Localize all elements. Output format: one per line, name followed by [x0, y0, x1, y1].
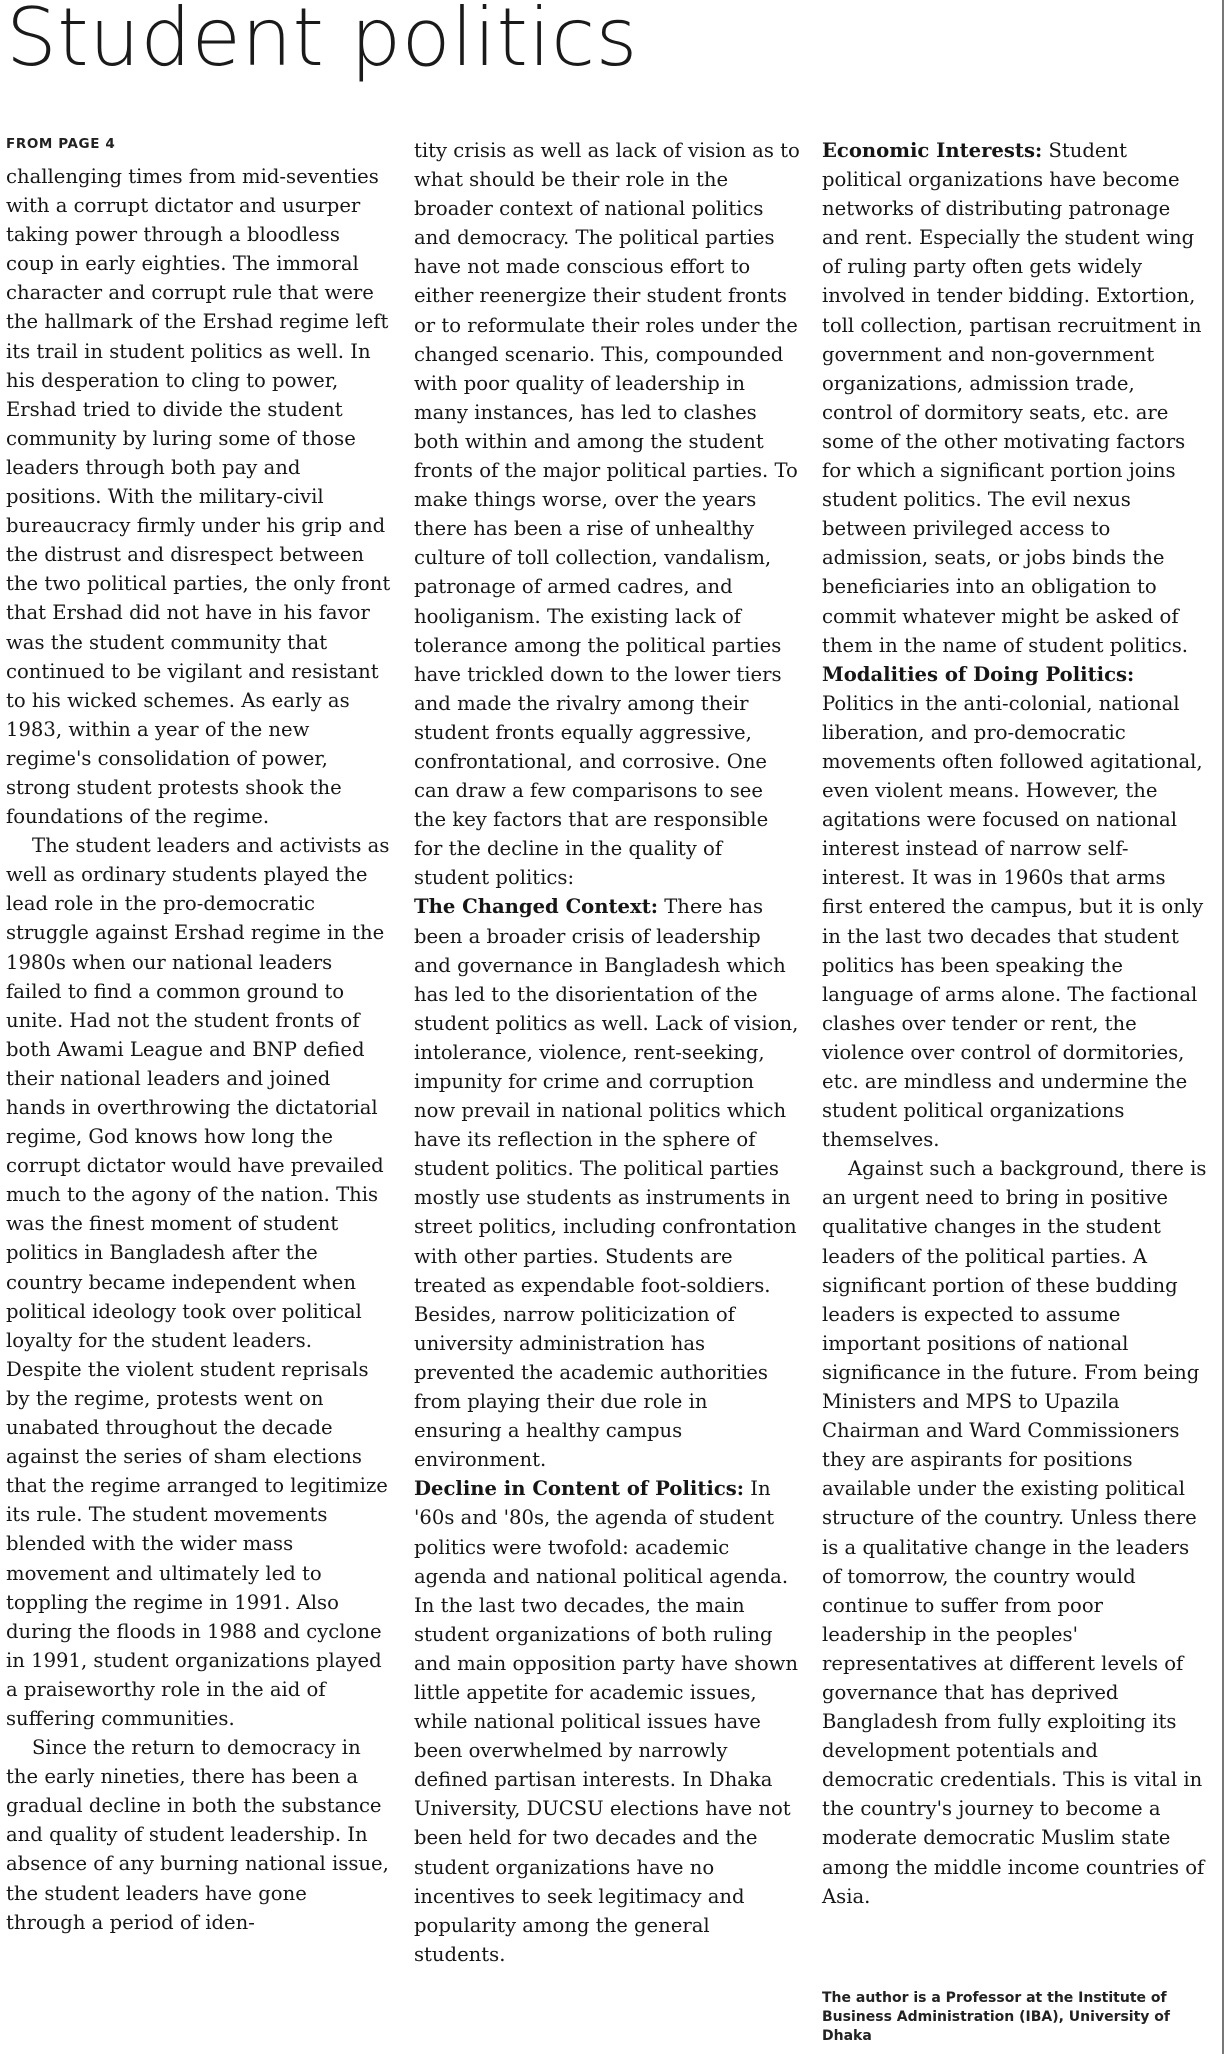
- continuation-kicker: FROM PAGE 4: [6, 136, 116, 152]
- col1-paragraph-1: challenging times from mid-seventies with a corrupt dictator and usurper taking power through a bloodless coup in early eighties. The immoral character and corrupt rule that were the hallmark of the Ershad regime left its trail in student politics as well. In his desperation to cling to power, Ershad tried to divide the student community by luring some of those leaders through both pay and positions. With the military-civil bureaucracy firmly under his grip and the distrust and disrespect between the two political parties, the only front that Ershad did not have in his favor was the student community that continued to be vigilant and resistant to his wicked schemes. As early as 1983, within a year of the new regime's consolidation of power, strong student protests shook the foundations of the regime.: [6, 165, 391, 829]
- col3-paragraph-3: Against such a background, there is an urgent need to bring in positive qualitative changes in the student leaders of the political parties. A significant portion of these budding leaders is expected to assume important positions of national significance in the future. From being Ministers and MPS to Upazila Chairman and Ward Commissioners they are aspirants for positions available under the existing political structure of the country. Unless there is a qualitative change in the leaders of tomorrow, the country would continue to suffer from poor leadership in the peoples' representatives at different levels of governance that has deprived Bangladesh from fully exploiting its development potentials and democratic credentials. This is vital in the country's journey to become a moderate democratic Muslim state among the middle income countries of Asia.: [822, 1157, 1207, 1908]
- column-1: [6, 162, 391, 1937]
- col3-paragraph-2: Politics in the anti-colonial, national liberation, and pro-democratic movements often followed agitational, even violent means. However, the agitations were focused on national interest instead of narrow self-interest. It was in 1960s that arms first entered the campus, but it is only in the last two decades that student politics has been speaking the language of arms alone. The factional clashes over tender or rent, the violence over control of dormitories, etc. are mindless and undermine the student political organizations themselves.: [822, 691, 1204, 1152]
- col1-paragraph-3: Since the return to democracy in the early nineties, there has been a gradual decline in both the substance and quality of student leadership. In absence of any burning national issue, the student leaders have gone through a period of iden-: [6, 1736, 389, 1934]
- col2-paragraph-1: tity crisis as well as lack of vision as to what should be their role in the broader context of national politics and democracy. The political parties have not made conscious effort to either reenergize their student fronts or to reformulate their roles under the changed scenario. This, compounded with poor quality of leadership in many instances, has led to clashes both within and among the student fronts of the major political parties. To make things worse, over the years there has been a rise of unhealthy culture of toll collection, vandalism, patronage of armed cadres, and hooliganism. The existing lack of tolerance among the political parties have trickled down to the lower tiers and made the rivalry among their student fronts equally aggressive, confrontational, and corrosive. One can draw a few comparisons to see the key factors that are responsible for the decline in the quality of student politics:: [414, 139, 800, 890]
- col2-section-changed-context: [414, 892, 800, 1474]
- col1-paragraph-2: The student leaders and activists as well as ordinary students played the lead role in the pro-democratic struggle against Ershad regime in the 1980s when our national leaders failed to find a common ground to unite. Had not the student fronts of both Awami League and BNP defied their national leaders and joined hands in overthrowing the dictatorial regime, God knows how long the corrupt dictator would have prevailed much to the agony of the nation. This was the finest moment of student politics in Bangladesh after the country became independent when political ideology took over political loyalty for the student leaders. Despite the violent student reprisals by the regime, protests went on unabated throughout the decade against the series of sham elections that the regime arranged to legitimize its rule. The student movements blended with the wider mass movement and ultimately led to toppling the regime in 1991. Also during the floods in 1988 and cyclone in 1991, student organizations played a praiseworthy role in the aid of suffering communities.: [6, 834, 390, 1730]
- subhead-changed-context: The Changed Context:: [414, 895, 658, 919]
- right-edge-rule: [1222, 0, 1224, 2054]
- col3-section-modalities: [822, 660, 1208, 1155]
- col2-paragraph-2: There has been a broader crisis of leadership and governance in Bangladesh which has led to the disorientation of the student politics as well. Lack of vision, intolerance, violence, rent-seeking, impunity for crime and corruption now prevail in national politics which have its reflection in the sphere of student politics. The political parties mostly use students as instruments in street politics, including confrontation with other parties. Students are treated as expendable foot-soldiers. Besides, narrow politicization of university administration has prevented the academic authorities from playing their due role in ensuring a healthy campus environment.: [414, 895, 799, 1472]
- column-2: [414, 136, 800, 1969]
- author-byline: The author is a Professor at the Institute of Business Administration (IBA), University of Dhaka: [822, 1990, 1171, 2045]
- col3-paragraph-1: Student political organizations have become networks of distributing patronage and rent. Especially the student wing of ruling party often gets widely involved in tender bidding. Extortion, toll collection, partisan recruitment in government and non-government organizations, admission trade, control of dormitory seats, etc. are some of the other motivating factors for which a significant portion joins student politics. The evil nexus between privileged access to admission, seats, or jobs binds the beneficiaries into an obligation to commit whatever might be asked of them in the name of student politics.: [822, 139, 1202, 657]
- col2-section-decline-content: [414, 1474, 800, 1969]
- subhead-modalities: Modalities of Doing Politics:: [822, 662, 1135, 686]
- column-3: [822, 136, 1208, 1911]
- subhead-decline-content: Decline in Content of Politics:: [414, 1477, 745, 1501]
- col3-section-economic-interests: [822, 136, 1208, 660]
- headline: Student politics: [6, 0, 638, 84]
- subhead-economic-interests: Economic Interests:: [822, 139, 1043, 162]
- col2-paragraph-3: In '60s and '80s, the agenda of student politics were twofold: academic agenda and national political agenda. In the last two decades, the main student organizations of both ruling and main opposition party have shown little appetite for academic issues, while national political issues have been overwhelmed by narrowly defined partisan interests. In Dhaka University, DUCSU elections have not been held for two decades and the student organizations have no incentives to seek legitimacy and popularity among the general students.: [414, 1477, 799, 1966]
